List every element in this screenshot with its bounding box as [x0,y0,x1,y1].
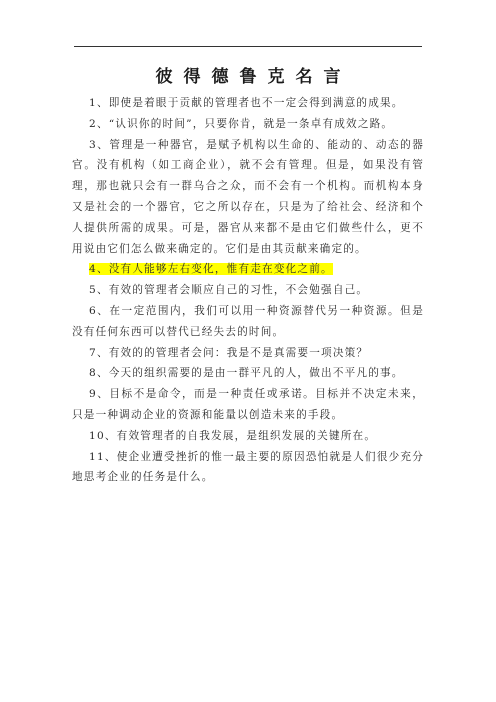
quote-item [72,114,424,135]
quote-item [72,384,424,426]
quote-text: 11、使企业遭受挫折的惟一最主要的原因恐怕就是人们很少充分地思考企业的任务是什么。 [72,450,424,484]
quote-text: 1、即使是着眼于贡献的管理者也不一定会得到满意的成果。 [89,97,404,109]
quote-item [72,426,424,447]
quote-list [72,93,424,488]
quote-item [72,363,424,384]
quote-text: 5、有效的管理者会顺应自己的习性，不会勉强自己。 [89,284,369,297]
quote-text: 8、今天的组织需要的是由一群平凡的人，做出不平凡的事。 [89,367,404,380]
quote-text: 9、目标不是命令，而是一种责任或承诺。目标并不决定未来，只是一种调动企业的资源和能量以创造未来的手段。 [72,388,424,421]
quote-text: 10、有效管理者的自我发展，是组织发展的关键所在。 [89,429,377,442]
quote-item [72,343,424,364]
quote-text: 2、“认识你的时间”，只要你肯，就是一条卓有成效之路。 [89,117,394,130]
quote-text: 6、在一定范围内，我们可以用一种资源替代另一种资源。但是没有任何东西可以替代已经失去的时间。 [72,304,424,338]
quote-item [72,280,424,301]
quote-item [72,135,424,260]
quote-text-highlighted: 4、没有人能够左右变化，惟有走在变化之前。 [89,263,333,276]
quote-text: 3、管理是一种器官，是赋予机构以生命的、能动的、动态的器官。没有机构（如工商企业），就不会有管理。但是，如果没有管理，那也就只会有一群乌合之众，而不会有一个机构。而机构本身又是社会的一个器官，它之所以存在，只是为了给社会、经济和个人提供所需的成果。可是，器官从来都不是由它们做些什么，更不用说由它们怎么做来确定的。它们是由其贡献来确定的。 [72,138,424,255]
quote-text: 7、有效的的管理者会问：我是不是真需要一项决策？ [89,346,369,359]
quote-item [72,93,424,114]
quote-item-highlighted [72,259,424,280]
document-title: 彼得德鲁克名言 [155,67,352,87]
quote-item [72,301,424,343]
header-rule [74,46,422,47]
quote-item [72,447,424,489]
